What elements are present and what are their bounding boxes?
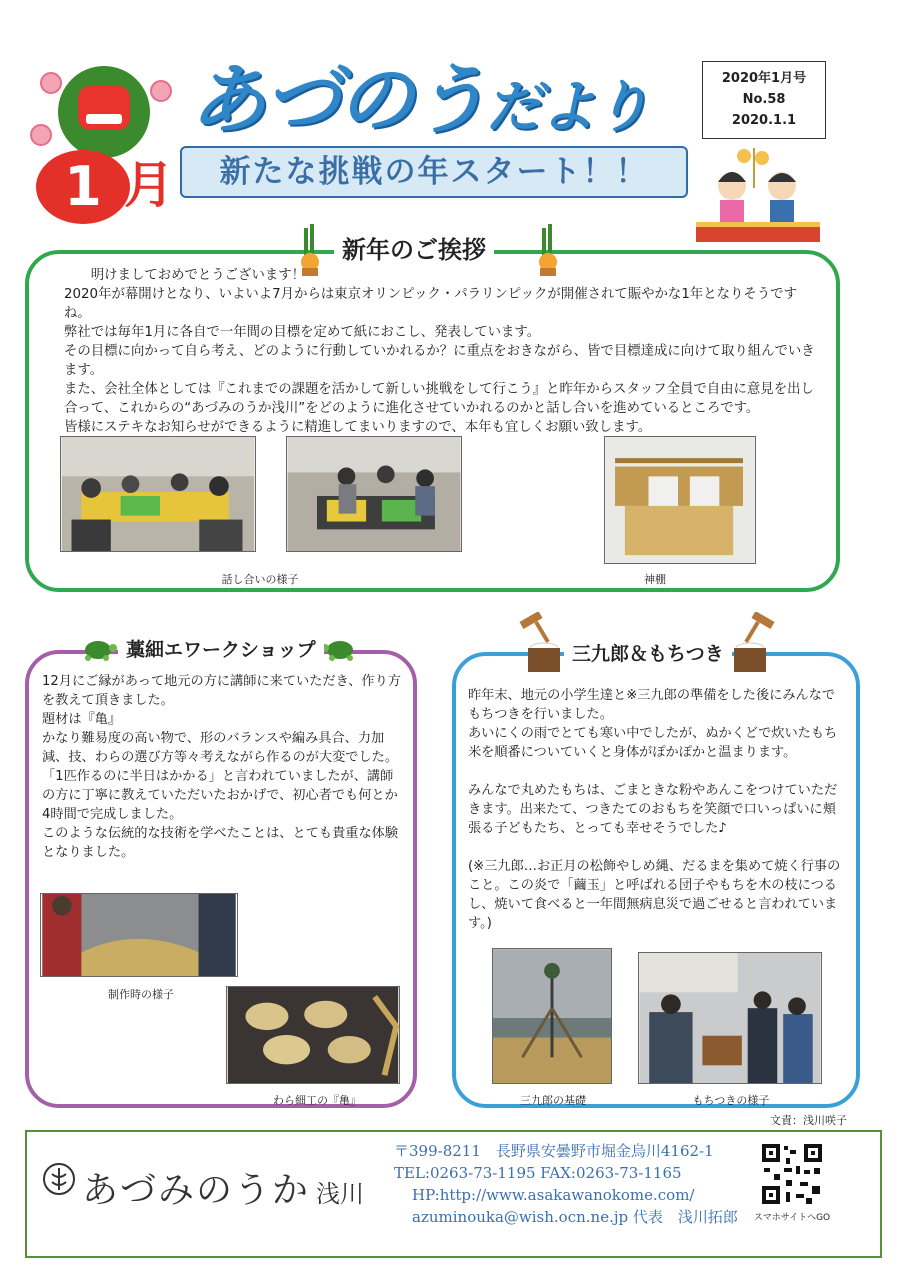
newyear-paragraph: 皆様にステキなお知らせができるように精進してまいりますので、本年も宜しくお願い致します。 [64, 420, 652, 435]
tel-fax: TEL:0263-73-1195 FAX:0263-73-1165 [394, 1164, 682, 1182]
workshop-paragraph: 題材は『亀』 [42, 712, 122, 727]
postal-address: 〒399-8211 長野県安曇野市堀金烏川4162-1 [394, 1142, 714, 1160]
workshop-making-photo [40, 893, 238, 977]
issue-number: No.58 [742, 92, 786, 107]
newyear-body-text [64, 266, 816, 437]
sankuro-paragraph: あいにくの雨でとても寒い中でしたが、ぬかくどで炊いたもち米を順番についていくと身体がぽかぽかと温まります。 [468, 726, 838, 760]
sankuro-section-title: 三九郎＆もちつき [564, 638, 732, 670]
turtle-icon [320, 634, 358, 662]
newyear-paragraph: 明けましておめでとうございます！ [64, 268, 306, 283]
sankuro-foundation-photo [492, 948, 612, 1084]
newyear-paragraph: また、会社全体としては『これまでの課題を活かして新しい挑戦をして行こう』と昨年からスタッフ全員で自由に意見を出し合って、これからの“あづみのうか浅川”をどのように進化させていかれるのかと話し合いを進めているところです。 [64, 382, 814, 416]
qr-caption: スマホサイトへGO [753, 1213, 831, 1223]
title-main-text: あづのう [190, 55, 486, 144]
email-representative[interactable]: azuminouka@wish.ocn.ne.jp 代表 浅川拓郎 [412, 1208, 738, 1226]
headline-banner: 新たな挑戦の年スタート！！ [180, 146, 688, 198]
homepage-url[interactable]: HP:http://www.asakawanokome.com/ [412, 1186, 695, 1204]
kamidana-photo [604, 436, 756, 564]
shrine-visit-couple-illustration [696, 148, 820, 246]
straw-turtle-caption: わら細工の『亀』 [273, 1094, 361, 1107]
plum-flower-icon [40, 72, 62, 94]
month-badge: 1 [36, 150, 130, 224]
issue-month: 2020年1月号 [721, 71, 807, 86]
meeting-photo-2 [286, 436, 462, 552]
newyear-paragraph: 2020年が幕開けとなり、いよいよ7月からは東京オリンピック・パラリンピックが開催されて賑やかな1年となりそうですね。 [64, 287, 797, 321]
sankuro-foundation-caption: 三九郎の基礎 [520, 1094, 586, 1107]
lion-teeth-icon [86, 114, 122, 124]
workshop-paragraph: 「1匹作るのに半日はかかる」と言われていましたが、講師の方に丁寧に教えていただいたおかげで、初心者でも何とか4時間で完成しました。 [42, 769, 398, 822]
mochi-mallet-icon [514, 612, 564, 674]
title-small-text: だより [486, 75, 648, 140]
workshop-paragraph: かなり難易度の高い物で、形のバランスや編み具合、力加減、技、わらの選び方等々考えながら作るのが大変でした。 [42, 731, 399, 765]
issue-info-box [702, 61, 826, 139]
sankuro-paragraph: (※三九郎…お正月の松飾やしめ縄、だるまを集めて焼く行事のこと。この炎で「繭玉」と呼ばれる団子やもちを木の枝につるし、焼いて食べると一年間無病息災で過ごせると言われています。) [468, 859, 841, 931]
straw-turtle-photo [226, 986, 400, 1084]
mochitsuki-caption: もちつきの様子 [692, 1094, 770, 1107]
issue-date: 2020.1.1 [731, 113, 797, 128]
workshop-paragraph: 12月にご縁があって地元の方に講師に来ていただき、作り方を教えて頂きました。 [42, 674, 401, 708]
newyear-section-title: 新年のご挨拶 [334, 234, 494, 266]
meeting-photo-1 [60, 436, 256, 552]
qr-code-icon[interactable] [760, 1142, 824, 1206]
mochi-mallet-icon [730, 612, 780, 674]
author-credit: 文責：浅川咲子 [770, 1114, 847, 1127]
workshop-paragraph: このような伝統的な技術を学べたことは、とても貴重な体験となりました。 [42, 826, 399, 860]
sankuro-body-text [468, 686, 846, 933]
sankuro-paragraph: みんなで丸めたもちは、ごまときな粉やあんこをつけていただきます。出来たて、つきたてのおもちを笑顔で口いっぱいに頬張る子どもたち、とっても幸せそうでした♪ [468, 783, 838, 836]
company-logo-icon [42, 1162, 76, 1196]
meeting-photo-caption: 話し合いの様子 [221, 573, 299, 586]
month-kanji: 月 [124, 156, 174, 214]
workshop-making-caption: 制作時の様子 [108, 988, 174, 1001]
company-name: あづみのうか [82, 1170, 311, 1211]
mochitsuki-photo [638, 952, 822, 1084]
plum-flower-icon [30, 124, 52, 146]
sankuro-paragraph-blank [468, 762, 846, 781]
turtle-icon [80, 634, 118, 662]
newyear-paragraph: 弊社では毎年1月に各自で一年間の目標を定めて紙におこし、発表しています。 [64, 325, 541, 340]
kamidana-caption: 神棚 [644, 573, 666, 586]
newsletter-title [190, 55, 648, 144]
sankuro-paragraph-blank [468, 838, 846, 857]
company-name-sub: 浅川 [316, 1180, 364, 1208]
sankuro-paragraph: 昨年末、地元の小学生達と※三九郎の準備をした後にみんなでもちつきを行いました。 [468, 688, 836, 722]
workshop-section-title: 藁細エワークショップ [118, 634, 324, 666]
plum-flower-icon [150, 80, 172, 102]
workshop-body-text [42, 672, 406, 862]
newyear-paragraph: その目標に向かって自ら考え、どのように行動していかれるか？に重点をおきながら、皆で目標達成に向けて取り組んでいきます。 [64, 344, 815, 378]
